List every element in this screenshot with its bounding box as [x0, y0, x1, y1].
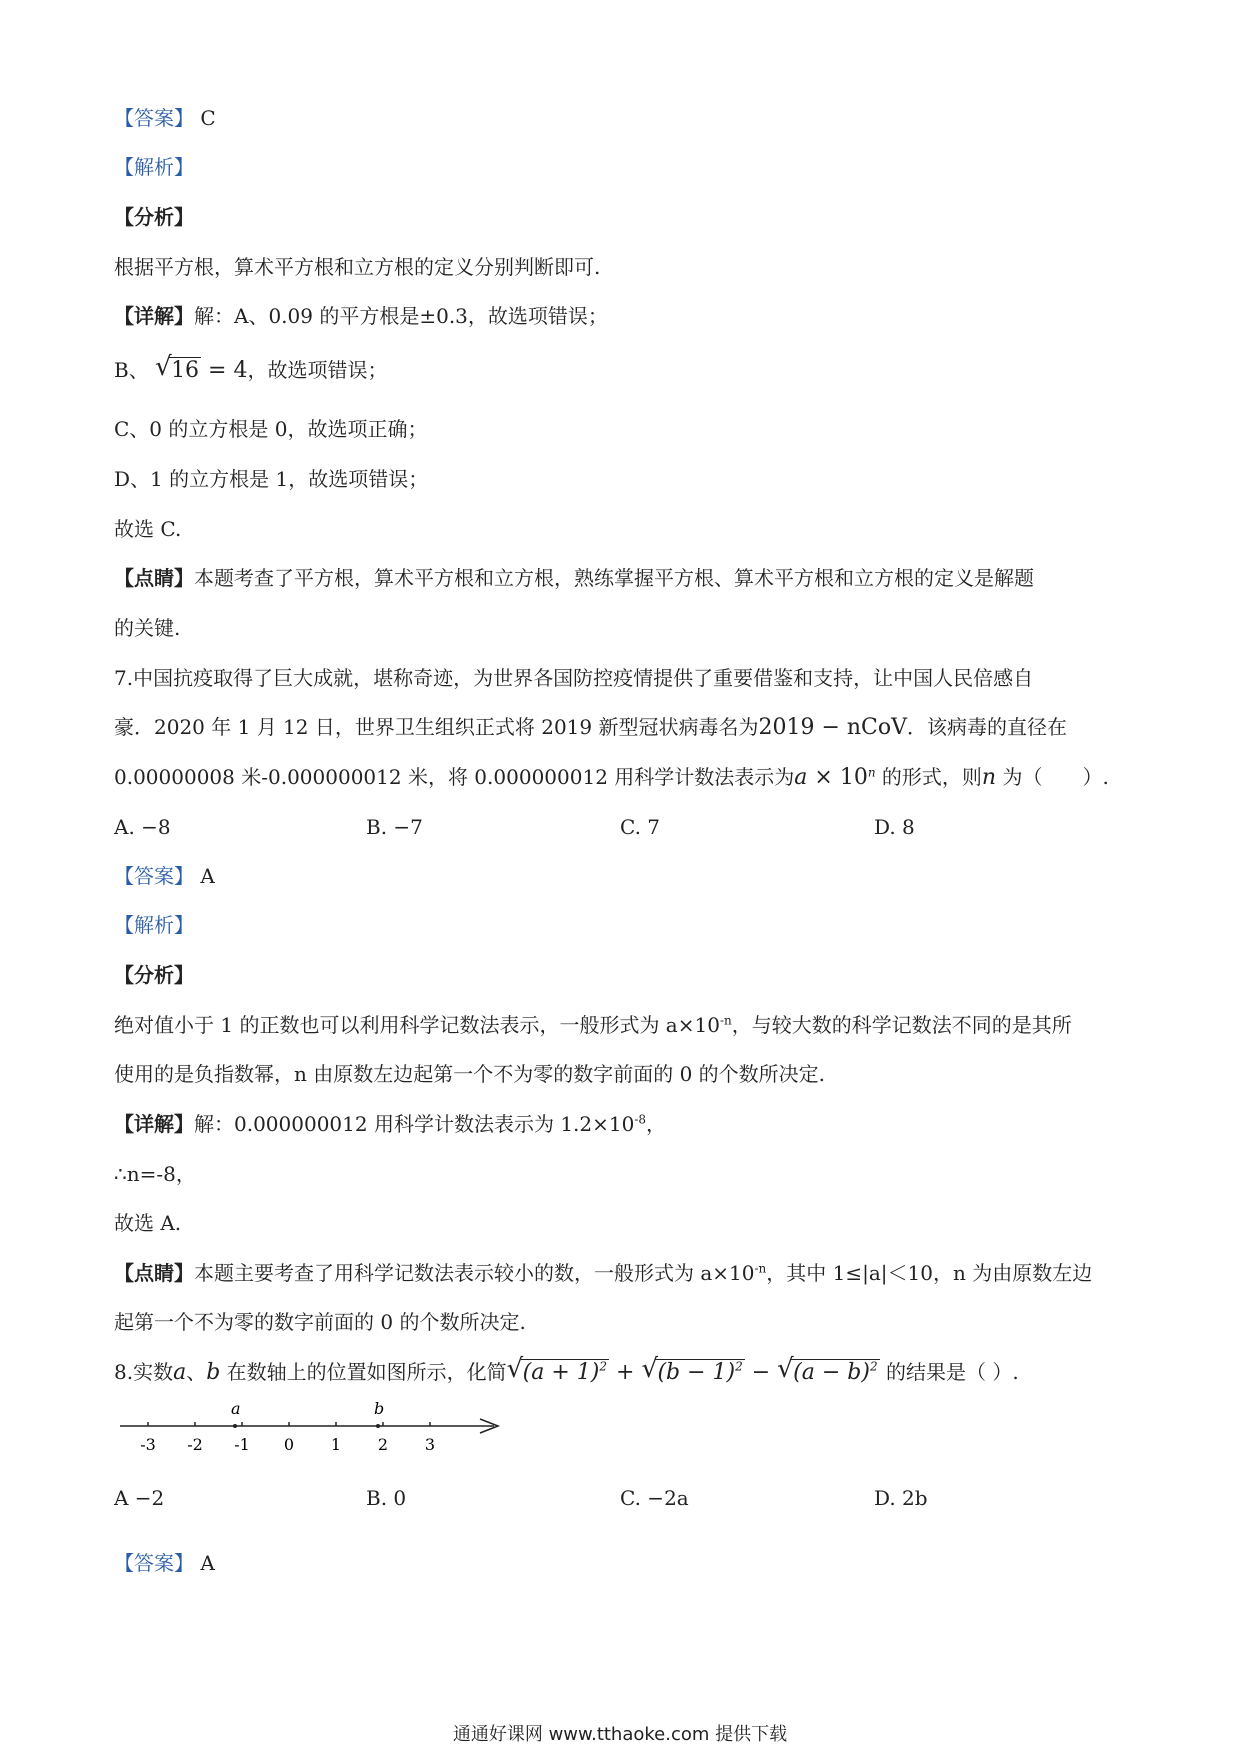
q8-option-b: B. 0 [366, 1486, 407, 1510]
q6-dianjing-text: 本题考查了平方根，算术平方根和立方根，熟练掌握平方根、算术平方根和立方根的定义是解题 [194, 566, 1034, 590]
q7-dianjing-line [114, 1259, 1092, 1287]
q7-fenxi-text2: 使用的是负指数幂，n 由原数左边起第一个不为零的数字前面的 0 的个数所决定. [114, 1062, 826, 1086]
q6-dianjing-text2: 的关键. [114, 616, 181, 640]
q7-option-d: D. 8 [874, 815, 915, 839]
sqrt-term-2: √ $(b - 1)^2$ [641, 1354, 743, 1385]
q7-fenxi-text1: 绝对值小于 1 的正数也可以利用科学记数法表示，一般形式为 a×10 [114, 1013, 720, 1037]
q6-analysis-tag: 【解析】 [114, 155, 194, 179]
sqrt-term-1: √ $(a + 1)^2$ [506, 1354, 608, 1385]
q7-line1: 7.中国抗疫取得了巨大成就，堪称奇迹，为世界各国防控疫情提供了重要借鉴和支持，让中国人民倍感自 [114, 666, 1034, 690]
q8-line1-a: 8.实数 [114, 1360, 174, 1384]
point-b-marker [376, 1424, 380, 1428]
q7-detail-tag: 【详解】 [114, 1112, 194, 1136]
q7-line3-b: 的形式，则 [875, 765, 982, 789]
q7-n: n [981, 765, 997, 790]
q8-sep: 、 [186, 1360, 207, 1384]
q7-detail-end: ， [646, 1112, 667, 1136]
q8-rad2-text: (b − 1) [657, 1360, 736, 1385]
q8-plus: + [609, 1360, 642, 1385]
q8-rad2 [655, 1359, 744, 1385]
q8-answer-value: A [200, 1551, 215, 1575]
q6-conclusion: 故选 C. [114, 517, 182, 541]
point-a-label: a [231, 1399, 241, 1418]
q7-option-c: C. 7 [620, 815, 661, 839]
sqrt-term-3: √ $(a - b)^2$ [777, 1354, 878, 1385]
q7-fenxi-line1 [114, 1011, 1072, 1039]
q6-detail-text: 解：A、0.09 的平方根是±0.3，故选项错误； [194, 304, 608, 328]
q8-options [114, 1484, 1114, 1512]
q7-line3-a: 0.00000008 米-0.000000012 米，将 0.000000012 用科学计数法表示为 [114, 765, 795, 789]
q6-detail-line [114, 302, 608, 330]
q7-answer-value: A [200, 864, 215, 888]
q8-rad1 [521, 1359, 609, 1385]
q7-therefore: ∴n=-8， [114, 1162, 196, 1186]
q7-fenxi-tag: 【分析】 [114, 963, 194, 987]
number-line-tick-label: 0 [283, 1435, 295, 1454]
q7-detail-line [114, 1110, 666, 1138]
q7-detail-sup: -8 [634, 1112, 647, 1127]
q8-line1-c: 的结果是（ ）. [879, 1360, 1019, 1384]
q6-answer-line [114, 104, 216, 132]
q8-rad3 [791, 1359, 879, 1385]
point-a-marker [233, 1424, 237, 1428]
q6-dianjing-tag: 【点睛】 [114, 566, 194, 590]
q7-dianjing-tag: 【点睛】 [114, 1261, 194, 1285]
q6-line-b [114, 352, 388, 385]
q7-analysis-tag: 【解析】 [114, 913, 194, 937]
number-line-tick-label: -3 [140, 1435, 156, 1454]
q8-minus: − [744, 1360, 778, 1385]
q6-dianjing-line [114, 564, 1034, 592]
q6-line-c: C、0 的立方根是 0，故选项正确； [114, 417, 428, 441]
q6-line-b-eq: = 4 [201, 358, 248, 383]
q7-detail-text: 解：0.000000012 用科学计数法表示为 1.2×10 [194, 1112, 635, 1136]
q6-line-b-suffix: ，故选项错误； [247, 358, 388, 382]
number-line-tick-label: -1 [234, 1435, 250, 1454]
q7-conclusion: 故选 A. [114, 1211, 182, 1235]
number-line-tick-label: -2 [187, 1435, 203, 1454]
q7-option-b: B. −7 [366, 815, 423, 839]
q8-var-b: b [206, 1360, 221, 1385]
q6-line-d: D、1 的立方根是 1，故选项错误； [114, 467, 429, 491]
q6-fenxi-tag: 【分析】 [114, 205, 194, 229]
number-line-figure [114, 1398, 514, 1462]
q6-line-b-prefix: B、 [114, 358, 149, 382]
number-line-tick-label: 1 [330, 1435, 342, 1454]
q8-line1-b: 在数轴上的位置如图所示，化简 [220, 1360, 507, 1384]
q7-line3 [114, 763, 1109, 792]
q8-answer-line [114, 1549, 215, 1577]
q7-math-times: × 10 [807, 765, 868, 790]
q7-line2-b: ．该病毒的直径在 [907, 715, 1068, 739]
number-line-ticks [140, 1422, 435, 1454]
page-footer: 通通好课网 www.tthaoke.com 提供下载 [452, 1724, 788, 1745]
q6-answer-tag: 【答案】 [114, 106, 194, 130]
q7-line2-math: 2019 − nCoV [758, 715, 908, 740]
q6-detail-tag: 【详解】 [114, 304, 194, 328]
q8-rad2-sq: 2 [735, 1359, 743, 1374]
q8-rad3-text: (a − b) [793, 1360, 870, 1385]
point-b-label: b [374, 1399, 385, 1418]
q7-answer-tag: 【答案】 [114, 864, 194, 888]
q6-fenxi-text: 根据平方根，算术平方根和立方根的定义分别判断即可. [114, 255, 601, 279]
number-line-tick-label: 2 [377, 1435, 389, 1454]
q8-rad1-sq: 2 [599, 1359, 608, 1374]
q8-rad1-text: (a + 1) [522, 1360, 600, 1385]
q8-var-a: a [173, 1360, 187, 1385]
q8-option-d: D. 2b [874, 1486, 928, 1510]
q7-dianjing-text2: 起第一个不为零的数字前面的 0 的个数所决定. [114, 1310, 526, 1334]
q8-line1 [114, 1354, 1019, 1387]
q7-line2 [114, 713, 1067, 742]
q7-option-a: A. −8 [114, 815, 171, 839]
q8-option-a: A −2 [114, 1486, 165, 1510]
q7-answer-line [114, 862, 215, 890]
q7-line2-a: 豪．2020 年 1 月 12 日，世界卫生组织正式将 2019 新型冠状病毒名为 [114, 715, 759, 739]
q6-line-b-radicand: 16 [171, 358, 200, 383]
q8-answer-tag: 【答案】 [114, 1551, 194, 1575]
q7-dianjing-text1b: ，其中 1≤|a|＜10，n 为由原数左边 [766, 1261, 1093, 1285]
q8-rad3-sq: 2 [869, 1359, 878, 1374]
q6-answer-value: C [200, 106, 216, 130]
q8-option-c: C. −2a [620, 1486, 689, 1510]
number-line-tick-label: 3 [424, 1435, 436, 1454]
sqrt-expression: √ 16 [155, 352, 200, 383]
q7-math-n-sup: n [867, 765, 876, 780]
q7-line3-c: 为（ ）. [996, 765, 1109, 789]
q7-dianjing-sup: -n [754, 1261, 767, 1276]
q7-math-a: a [794, 765, 808, 790]
q7-fenxi-text1b: ，与较大数的科学记数法不同的是其所 [731, 1013, 1072, 1037]
q7-options [114, 813, 1114, 841]
q7-fenxi-sup1: -n [719, 1013, 732, 1028]
q7-dianjing-text1: 本题主要考查了用科学记数法表示较小的数，一般形式为 a×10 [194, 1261, 755, 1285]
